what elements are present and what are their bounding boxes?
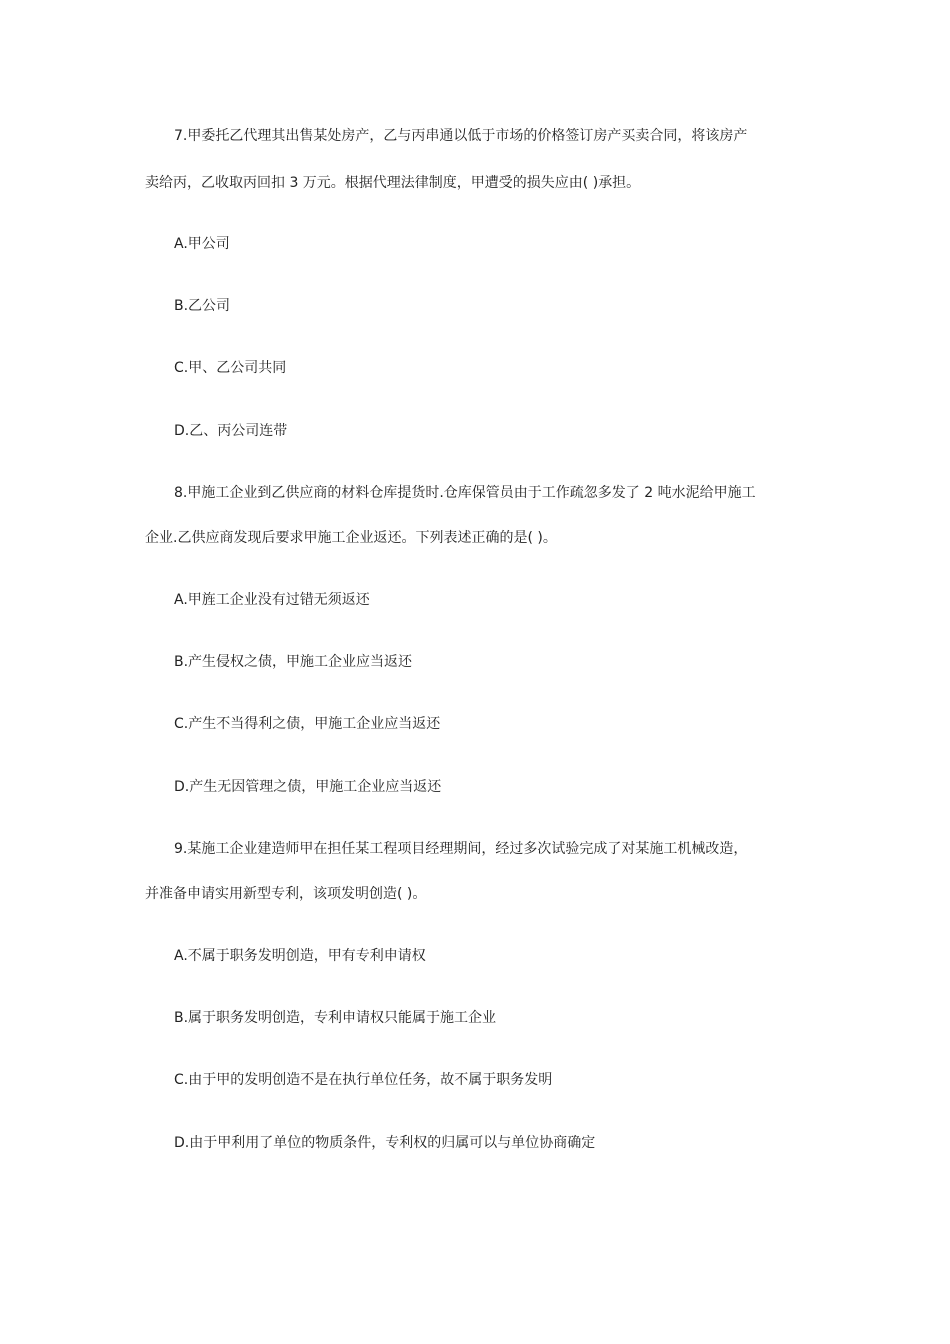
- question-7-stem-line-2: 卖给丙，乙收取丙回扣 3 万元。根据代理法律制度，甲遭受的损失应由( )承担。: [145, 175, 641, 191]
- question-8-option-b: B.产生侵权之债，甲施工企业应当返还: [174, 654, 413, 670]
- question-8-stem-line-2: 企业.乙供应商发现后要求甲施工企业返还。下列表述正确的是( )。: [145, 530, 557, 546]
- question-9-stem-line-1: 9.某施工企业建造师甲在担任某工程项目经理期间，经过多次试验完成了对某施工机械改造，: [174, 841, 748, 857]
- question-8-option-a: A.甲旌工企业没有过错无须返还: [174, 592, 370, 608]
- question-9-option-c: C.由于甲的发明创造不是在执行单位任务，故不属于职务发明: [174, 1072, 553, 1088]
- question-9-option-d: D.由于甲利用了单位的物质条件，专利权的归属可以与单位协商确定: [174, 1135, 596, 1151]
- question-7-option-b: B.乙公司: [174, 298, 231, 314]
- question-9-stem-line-2: 并准备申请实用新型专利，该项发明创造( )。: [145, 886, 427, 902]
- question-7-option-c: C.甲、乙公司共同: [174, 360, 287, 376]
- question-8-option-d: D.产生无因管理之债，甲施工企业应当返还: [174, 779, 442, 795]
- question-8-stem-line-1: 8.甲施工企业到乙供应商的材料仓库提货时.仓库保管员由于工作疏忽多发了 2 吨水泥给甲施工: [174, 485, 756, 501]
- question-9-option-a: A.不属于职务发明创造，甲有专利申请权: [174, 948, 426, 964]
- question-8-option-c: C.产生不当得利之债，甲施工企业应当返还: [174, 716, 441, 732]
- question-9-option-b: B.属于职务发明创造，专利申请权只能属于施工企业: [174, 1010, 497, 1026]
- question-7-option-d: D.乙、丙公司连带: [174, 423, 288, 439]
- question-7-option-a: A.甲公司: [174, 236, 230, 252]
- question-7-stem-line-1: 7.甲委托乙代理其出售某处房产，乙与丙串通以低于市场的价格签订房产买卖合同，将该房产: [174, 128, 748, 144]
